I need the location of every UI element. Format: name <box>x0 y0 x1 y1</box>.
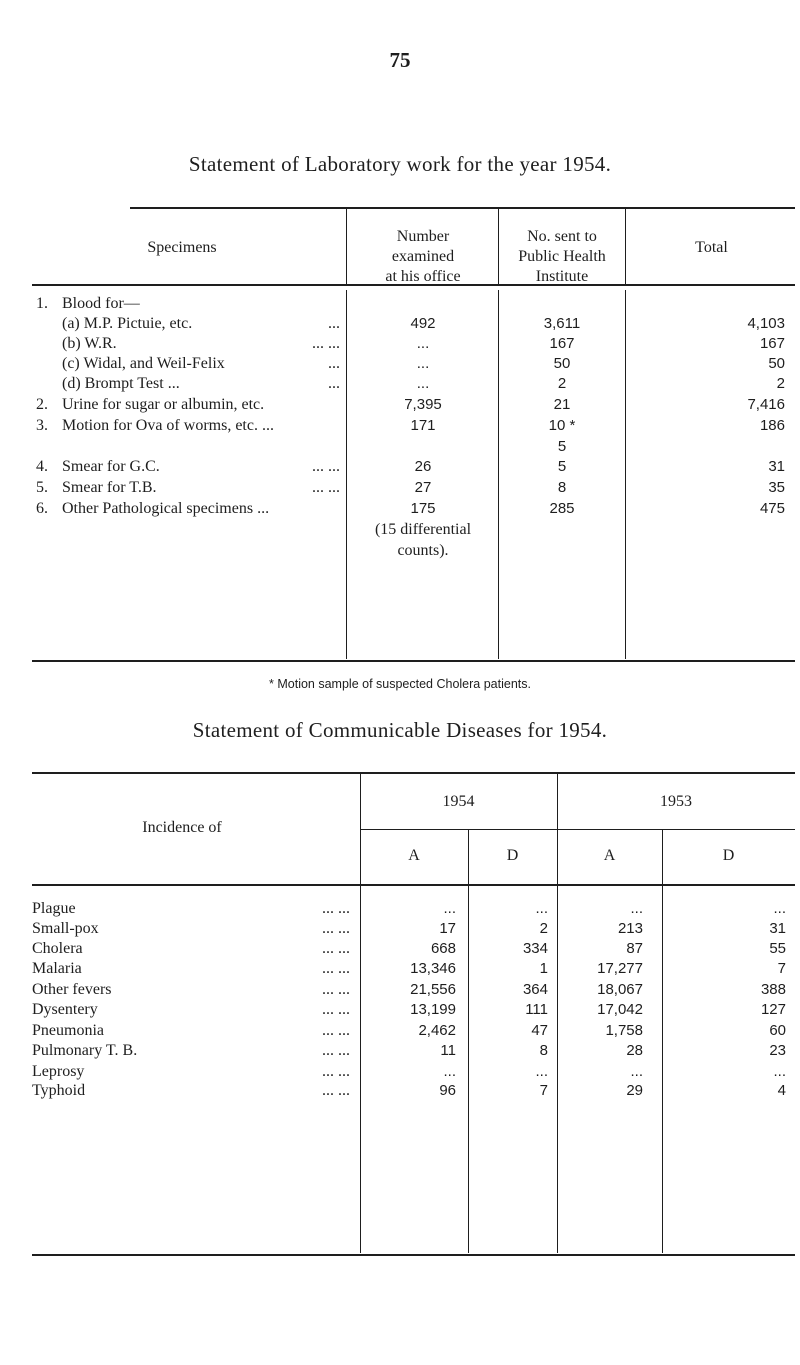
lab-row-total: 35 <box>768 479 785 496</box>
page-number: 75 <box>389 48 411 72</box>
disease-row <box>0 1021 800 1041</box>
header-sent-line1: No. sent to <box>527 228 597 245</box>
lab-row-sent: 10 * <box>548 417 576 434</box>
disease-name: Pneumonia <box>32 1022 104 1039</box>
lab-row-number: 5. <box>36 479 48 496</box>
lab-row <box>0 334 800 354</box>
disease-leader: ... ... <box>322 920 350 937</box>
lab-row-number: 6. <box>36 500 48 517</box>
disease-a-1953: 28 <box>626 1042 643 1059</box>
header-incidence: Incidence of <box>142 819 222 836</box>
disease-name: Cholera <box>32 940 83 957</box>
lab-row-total: 167 <box>759 335 785 352</box>
lab-row <box>0 294 800 314</box>
lab-row-number: 2. <box>36 396 48 413</box>
disease-d-1953: 31 <box>769 920 786 937</box>
disease-d-1954: 7 <box>539 1082 548 1099</box>
header-1954-d: D <box>506 847 519 864</box>
disease-a-1953: ... <box>630 900 643 917</box>
lab-row-label: (b) W.R. <box>62 335 117 352</box>
disease-name: Plague <box>32 900 76 917</box>
disease-row <box>0 899 800 919</box>
lab-row-total: 7,416 <box>747 396 785 413</box>
lab-row-leader: ... ... <box>312 479 340 496</box>
header-1954-a: A <box>408 847 420 864</box>
header-1953-a: A <box>603 847 616 864</box>
lab-row-label: Blood for— <box>62 295 140 312</box>
lab-row-number: 3. <box>36 417 48 434</box>
lab-row-sent: 5 <box>557 438 567 455</box>
header-number-line1: Number <box>396 228 450 245</box>
header-number-examined <box>350 227 496 287</box>
lab-row-office: 171 <box>410 417 436 434</box>
disease-d-1954: 111 <box>525 1001 548 1018</box>
lab-row-leader: ... ... <box>312 335 340 352</box>
disease-leader: ... ... <box>322 1082 350 1099</box>
disease-leader: ... ... <box>322 900 350 917</box>
header-number-line2: examined <box>391 248 455 265</box>
lab-row <box>0 395 800 415</box>
disease-a-1954: 13,199 <box>410 1001 456 1018</box>
disease-d-1953: ... <box>773 900 786 917</box>
disease-name: Malaria <box>32 960 82 977</box>
disease-d-1953: 60 <box>769 1022 786 1039</box>
lab-row-total: 2 <box>776 375 785 392</box>
lab-row <box>0 437 800 457</box>
disease-a-1954: 13,346 <box>410 960 456 977</box>
lab-row-sent: 21 <box>553 396 571 413</box>
lab-row-label: Smear for G.C. <box>62 458 160 475</box>
disease-d-1954: 2 <box>539 920 548 937</box>
disease-d-1953: 55 <box>769 940 786 957</box>
disease-a-1954: ... <box>443 900 456 917</box>
disease-name: Small-pox <box>32 920 99 937</box>
lab-row-sent: 5 <box>557 458 567 475</box>
disease-d-1954: 364 <box>522 981 548 998</box>
disease-row <box>0 1000 800 1020</box>
disease-d-1954: 47 <box>531 1022 548 1039</box>
lab-row-sent: 50 <box>553 355 571 372</box>
disease-leader: ... ... <box>322 1022 350 1039</box>
disease-d-1953: 388 <box>760 981 786 998</box>
lab-row <box>0 499 800 519</box>
header-number-line3: at his office <box>385 268 461 285</box>
lab-row-leader: ... ... <box>312 458 340 475</box>
lab-row-sent: 8 <box>557 479 567 496</box>
lab-row-number: 1. <box>36 295 48 312</box>
disease-a-1953: 1,758 <box>605 1022 643 1039</box>
disease-d-1953: 4 <box>777 1082 786 1099</box>
lab-row-label: Urine for sugar or albumin, etc. <box>62 396 265 413</box>
disease-top-rule <box>32 772 795 774</box>
disease-a-1954: 2,462 <box>418 1022 456 1039</box>
disease-name: Typhoid <box>32 1082 86 1099</box>
header-1953-d: D <box>722 847 735 864</box>
lab-row-sent: 167 <box>549 335 575 352</box>
disease-a-1953: 87 <box>626 940 643 957</box>
lab-row-number: 4. <box>36 458 48 475</box>
disease-name: Pulmonary T. B. <box>32 1042 138 1059</box>
lab-row-total: 50 <box>768 355 785 372</box>
lab-vline-3 <box>625 207 626 285</box>
disease-a-1954: 11 <box>440 1042 456 1059</box>
disease-row <box>0 980 800 1000</box>
disease-a-1954: 21,556 <box>410 981 456 998</box>
disease-a-1953: ... <box>630 1063 643 1080</box>
lab-row-total: 31 <box>768 458 785 475</box>
disease-bottom-rule <box>32 1254 795 1256</box>
disease-d-1953: 7 <box>777 960 786 977</box>
header-sent <box>500 227 624 287</box>
header-1953: 1953 <box>660 793 692 810</box>
disease-name: Dysentery <box>32 1001 98 1018</box>
disease-name: Other fevers <box>32 981 112 998</box>
disease-a-1953: 17,042 <box>597 1001 643 1018</box>
lab-row <box>0 416 800 436</box>
header-specimens: Specimens <box>147 239 217 256</box>
disease-d-1953: ... <box>773 1063 786 1080</box>
lab-row <box>0 374 800 394</box>
header-total: Total <box>695 239 728 256</box>
disease-d-1953: 127 <box>760 1001 786 1018</box>
lab-row-office: counts). <box>397 542 449 559</box>
disease-d-1954: ... <box>535 900 548 917</box>
lab-row-label: Other Pathological specimens ... <box>62 500 270 517</box>
disease-a-1953: 18,067 <box>597 981 643 998</box>
disease-a-1953: 17,277 <box>597 960 643 977</box>
disease-d-1954: 334 <box>522 940 548 957</box>
disease-leader: ... ... <box>322 1042 350 1059</box>
disease-a-1953: 213 <box>617 920 643 937</box>
disease-row <box>0 959 800 979</box>
lab-row-office: ... <box>416 375 430 392</box>
lab-footnote: * Motion sample of suspected Cholera patients. <box>269 677 531 691</box>
lab-row-leader: ... <box>328 355 340 372</box>
header-sent-line3: Institute <box>535 268 589 285</box>
disease-leader: ... ... <box>322 1063 350 1080</box>
lab-top-rule <box>130 207 795 209</box>
lab-row-leader: ... <box>328 315 340 332</box>
lab-row-total: 186 <box>759 417 785 434</box>
disease-year-rule <box>360 829 795 830</box>
lab-row <box>0 314 800 334</box>
lab-row-office: 7,395 <box>404 396 442 413</box>
lab-row <box>0 541 800 561</box>
disease-leader: ... ... <box>322 981 350 998</box>
lab-row-office: (15 differential <box>374 521 472 538</box>
lab-table-title: Statement of Laboratory work for the year 1954. <box>188 152 612 176</box>
lab-row-office: 175 <box>410 500 436 517</box>
lab-row-office: 492 <box>410 315 436 332</box>
lab-row-office: ... <box>416 355 430 372</box>
lab-row-sent: 2 <box>557 375 567 392</box>
lab-row-label: Motion for Ova of worms, etc. ... <box>62 417 274 434</box>
lab-row <box>0 354 800 374</box>
disease-a-1954: 96 <box>439 1082 456 1099</box>
disease-a-1954: 17 <box>439 920 456 937</box>
lab-vline-1 <box>346 207 347 285</box>
disease-row <box>0 1081 800 1101</box>
disease-leader: ... ... <box>322 940 350 957</box>
disease-leader: ... ... <box>322 960 350 977</box>
disease-row <box>0 1062 800 1082</box>
lab-row-total: 4,103 <box>747 315 785 332</box>
lab-row <box>0 520 800 540</box>
lab-row-office: ... <box>416 335 430 352</box>
disease-row <box>0 1041 800 1061</box>
lab-row-label: (c) Widal, and Weil-Felix <box>62 355 225 372</box>
lab-row <box>0 457 800 477</box>
header-sent-line2: Public Health <box>518 248 606 265</box>
disease-d-1953: 23 <box>769 1042 786 1059</box>
disease-table-title: Statement of Communicable Diseases for 1954. <box>192 718 608 742</box>
disease-header-rule <box>32 884 795 886</box>
disease-d-1954: ... <box>535 1063 548 1080</box>
disease-row <box>0 919 800 939</box>
lab-row-total: 475 <box>759 500 785 517</box>
disease-leader: ... ... <box>322 1001 350 1018</box>
lab-row-office: 27 <box>414 479 432 496</box>
lab-row-sent: 285 <box>549 500 575 517</box>
disease-d-1954: 8 <box>539 1042 548 1059</box>
lab-row-sent: 3,611 <box>543 315 581 332</box>
lab-row-leader: ... <box>328 375 340 392</box>
lab-row-office: 26 <box>414 458 432 475</box>
disease-a-1954: ... <box>443 1063 456 1080</box>
lab-vline-2 <box>498 207 499 285</box>
header-1954: 1954 <box>442 793 475 810</box>
lab-row-label: (d) Brompt Test ... <box>62 375 180 392</box>
lab-row <box>0 478 800 498</box>
disease-a-1954: 668 <box>430 940 456 957</box>
disease-row <box>0 939 800 959</box>
lab-row-label: Smear for T.B. <box>62 479 157 496</box>
disease-a-1953: 29 <box>626 1082 643 1099</box>
lab-bottom-rule <box>32 660 795 662</box>
disease-d-1954: 1 <box>539 960 548 977</box>
disease-name: Leprosy <box>32 1063 85 1080</box>
lab-row-label: (a) M.P. Pictuie, etc. <box>62 315 193 332</box>
